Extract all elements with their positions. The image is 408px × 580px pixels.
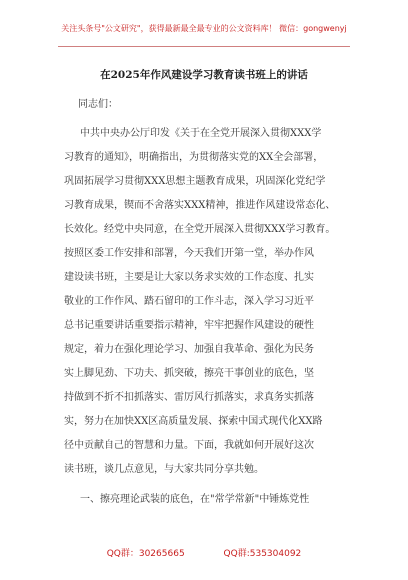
paragraph-line: 总书记重要讲话重要指示精神，牢牢把握作风建设的硬性 (64, 320, 314, 331)
paragraph-line: 长效化。经党中央同意，在全党开展深入贯彻XXX学习教育。 (64, 224, 336, 235)
section-heading: 一、擦亮理论武装的底色，在"常学常新"中锤炼党性 (80, 494, 310, 505)
paragraph-line: 中共中央办公厅印发《关于在全党开展深入贯彻XXX学 (80, 128, 322, 139)
header-banner: 关注头条号"公文研究"，获得最新最全最专业的公文资料库！ 微信：gongwenyj (61, 24, 347, 33)
footer-qq-group-2: QQ群:535304092 (223, 549, 302, 559)
paragraph-line: 径中贡献自己的智慧和力量。下面，我就如何开展好这次 (64, 440, 314, 451)
paragraph-line: 习教育的通知》，明确指出，为贯彻落实党的XX全会部署， (64, 152, 324, 163)
footer-qq-group-1: QQ群：30265665 (106, 549, 185, 559)
header-divider (58, 46, 350, 47)
paragraph-line: 按照区委工作安排和部署，今天我们开第一堂，举办作风 (64, 248, 314, 259)
salutation: 同志们： (78, 99, 118, 110)
document-title: 在2025年作风建设学习教育读书班上的讲话 (100, 69, 308, 81)
footer (0, 548, 408, 560)
paragraph-line: 读书班，谈几点意见，与大家共同分享共勉。 (64, 464, 264, 475)
paragraph-line: 实上脚见劲、下功夫、抓突破，擦亮干事创业的底色，坚 (64, 368, 314, 379)
paragraph-line: 建设读书班，主要是让大家以务求实效的工作态度、扎实 (64, 272, 314, 283)
paragraph-line: 巩固拓展学习贯彻XXX思想主题教育成果，巩固深化党纪学 (64, 176, 326, 187)
paragraph-line: 持做到不折不扣抓落实、雷厉风行抓落实，求真务实抓落 (64, 392, 314, 403)
paragraph-line: 实，努力在加快XX区高质量发展、探索中国式现代化XX路 (64, 416, 323, 427)
paragraph-line: 规定，着力在强化理论学习、加强自我革命、强化为民务 (64, 344, 314, 355)
paragraph-line: 习教育成果，锲而不舍落实XXX精神，推进作风建设常态化、 (64, 200, 336, 211)
paragraph-line: 敬业的工作作风、踏石留印的工作斗志，深入学习习近平 (64, 296, 314, 307)
